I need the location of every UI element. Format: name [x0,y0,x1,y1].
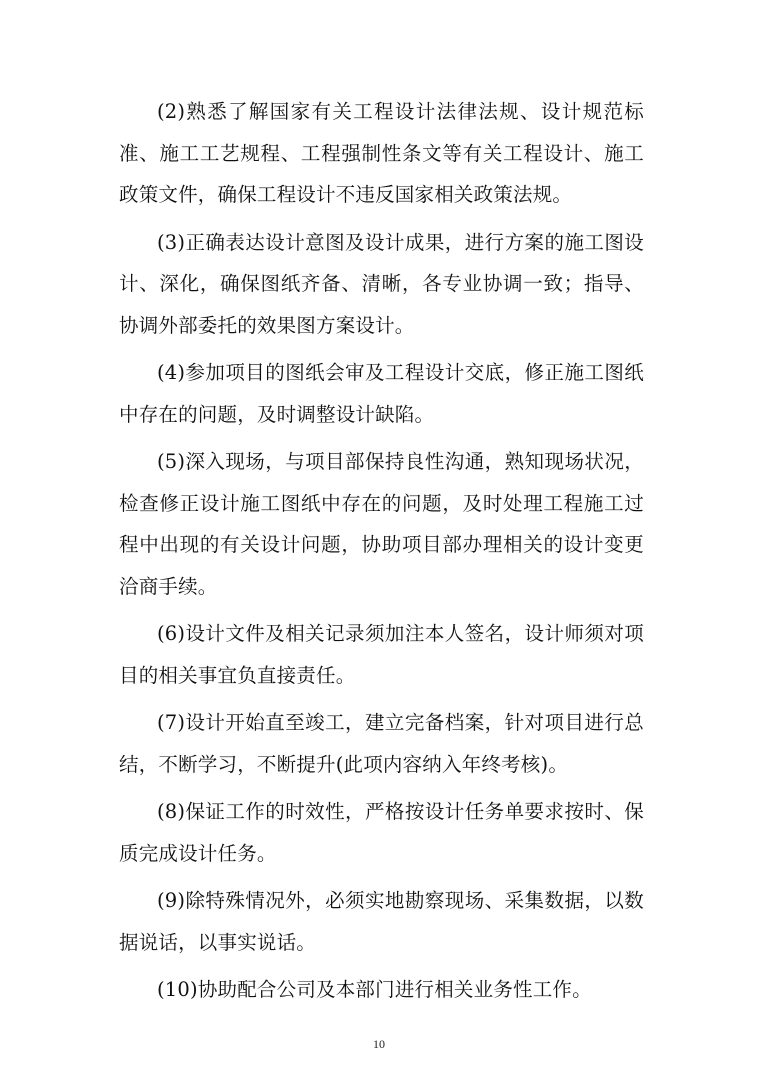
document-body [119,91,644,1017]
paragraph-item-9: (9)除特殊情况外，必须实地勘察现场、采集数据，以数据说话，以事实说话。 [119,889,644,954]
paragraph-item-2: (2)熟悉了解国家有关工程设计法律法规、设计规范标准、施工工艺规程、工程强制性条文等有关工程设计、施工政策文件，确保工程设计不违反国家相关政策法规。 [119,100,644,206]
paragraph-item-8: (8)保证工作的时效性，严格按设计任务单要求按时、保质完成设计任务。 [119,800,644,865]
paragraph-item-3: (3)正确表达设计意图及设计成果，进行方案的施工图设计、深化，确保图纸齐备、清晰，各专业协调一致；指导、协调外部委托的效果图方案设计。 [119,230,644,337]
paragraph-item-10: (10)协助配合公司及本部门进行相关业务性工作。 [157,978,592,1001]
paragraph-item-5: (5)深入现场，与项目部保持良性沟通，熟知现场状况，检查修正设计施工图纸中存在的问题，及时处理工程施工过程中出现的有关设计问题，协助项目部办理相关的设计变更洽商手续。 [119,450,644,598]
page-number: 10 [373,1037,385,1051]
paragraph-item-7: (7)设计开始直至竣工，建立完备档案，针对项目进行总结，不断学习，不断提升(此项内容纳入年终考核)。 [119,711,644,776]
paragraph-item-6: (6)设计文件及相关记录须加注本人签名，设计师须对项目的相关事宜负直接责任。 [119,622,644,687]
paragraph-item-4: (4)参加项目的图纸会审及工程设计交底，修正施工图纸中存在的问题，及时调整设计缺陷。 [119,361,644,426]
